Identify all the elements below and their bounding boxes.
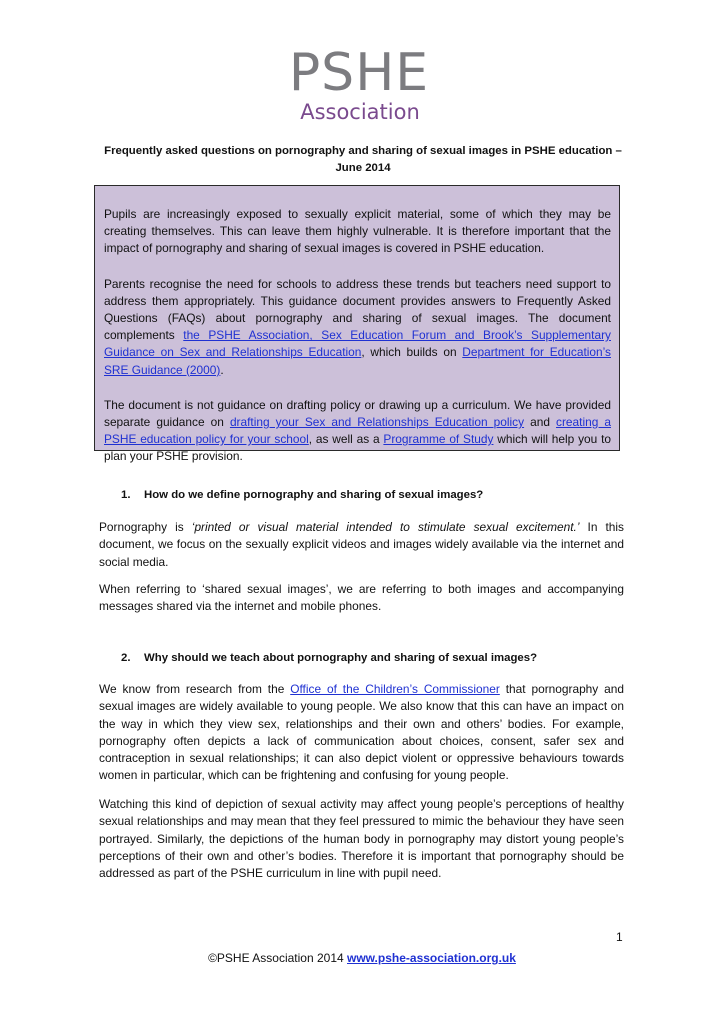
intro-paragraph-1: Pupils are increasingly exposed to sexually explicit material, some of which they may be creating themselves. This can leave them highly vulnerable. It is therefore important that the impact of pornography and sharing of sexual images is covered in PSHE education. (104, 207, 611, 256)
section-2-number: 2. (121, 652, 131, 664)
intro-p3-text-c: , as well as a (308, 432, 384, 447)
programme-of-study-link[interactable]: Programme of Study (383, 432, 494, 447)
intro-paragraph-2 (104, 276, 611, 379)
section-2-heading (121, 650, 537, 666)
section-1-p1-text-a: Pornography is (99, 520, 192, 534)
section-2-paragraph-2: Watching this kind of depiction of sexual activity may affect young people’s perceptions of healthy sexual relationships and may mean that they feel pressured to mimic the behaviour they have seen portrayed. Similarly, the depictions of the human body in pornography may distort young people’s perceptions of their own and other’s bodies. Therefore it is important that pornography should be addressed as part of the PSHE curriculum in line with pupil need. (99, 797, 624, 881)
intro-p3-text-a: The document is not guidance on drafting policy or drawing up a curriculum. We have provided separate guidance on (104, 397, 611, 430)
section-1-p1-text-b: In this document, we focus on the sexually explicit videos and images widely available via the internet and social media. (99, 520, 625, 569)
intro-paragraph-3 (104, 397, 611, 466)
intro-p2-text-b: , which builds on (361, 345, 463, 360)
section-1-heading (121, 487, 483, 503)
section-2-heading-text: Why should we teach about pornography and sharing of sexual images? (144, 652, 538, 664)
document-title-line-2: June 2014 (335, 162, 391, 174)
document-title (94, 143, 632, 177)
dfe-sre-guidance-link[interactable]: Department for Education’s SRE Guidance (2000) (104, 345, 611, 377)
sre-policy-link[interactable]: drafting your Sex and Relationships Education policy (229, 415, 525, 430)
intro-p3-text-b: and (524, 415, 557, 430)
logo-sub-text: Association (300, 100, 420, 124)
section-2-p1-text-b: that pornography and sexual images are widely available to young people. We also know that this can have an impact on the way in which they view sex, relationships and their own and others’ bodies. For example, pornography often depicts a lack of communication about choices, consent, safer sex and contraception in sexual relationships; it can also depict violent or oppressive behaviours towards women in particular, which can be frightening and confusing for young people. (99, 682, 624, 783)
pornography-definition-quote: ‘printed or visual material intended to stimulate sexual excitement.’ (191, 520, 580, 534)
section-1-number: 1. (121, 489, 131, 501)
pshe-policy-link[interactable]: creating a PSHE education policy for your school (104, 415, 611, 447)
section-1-paragraph-2: When referring to ‘shared sexual images’, we are referring to both images and accompanying messages shared via the internet and mobile phones. (99, 582, 624, 614)
pshe-association-logo (0, 45, 724, 124)
page-number: 1 (616, 930, 623, 944)
section-2-p1-text-a: We know from research from the (99, 682, 291, 696)
section-1-heading-text: How do we define pornography and sharing of sexual images? (144, 489, 484, 501)
intro-box (94, 185, 620, 464)
logo-main-text: PSHE (288, 43, 430, 103)
page-footer (0, 950, 724, 966)
website-link[interactable]: www.pshe-association.org.uk (347, 951, 516, 965)
intro-p2-text-c: . (220, 362, 224, 377)
section-2-paragraph-1 (99, 681, 624, 785)
childrens-commissioner-link[interactable]: Office of the Children’s Commissioner (290, 682, 500, 696)
intro-p3-text-d: which will help you to plan your PSHE provision. (104, 432, 611, 464)
supplementary-guidance-link[interactable]: the PSHE Association, Sex Education Forum and Brook’s Supplementary Guidance on Sex and Relationships Education (104, 328, 611, 360)
document-title-line-1: Frequently asked questions on pornography and sharing of sexual images in PSHE education – (104, 145, 622, 157)
section-1-paragraph-1 (99, 519, 624, 571)
intro-p2-text-a: Parents recognise the need for schools to address these trends but teachers need support to address them appropriately. This guidance document provides answers to Frequently Asked Questions (FAQs) about pornography and sharing of sexual images. The document complements (104, 276, 611, 343)
footer-copyright: ©PSHE Association 2014 (208, 951, 347, 965)
